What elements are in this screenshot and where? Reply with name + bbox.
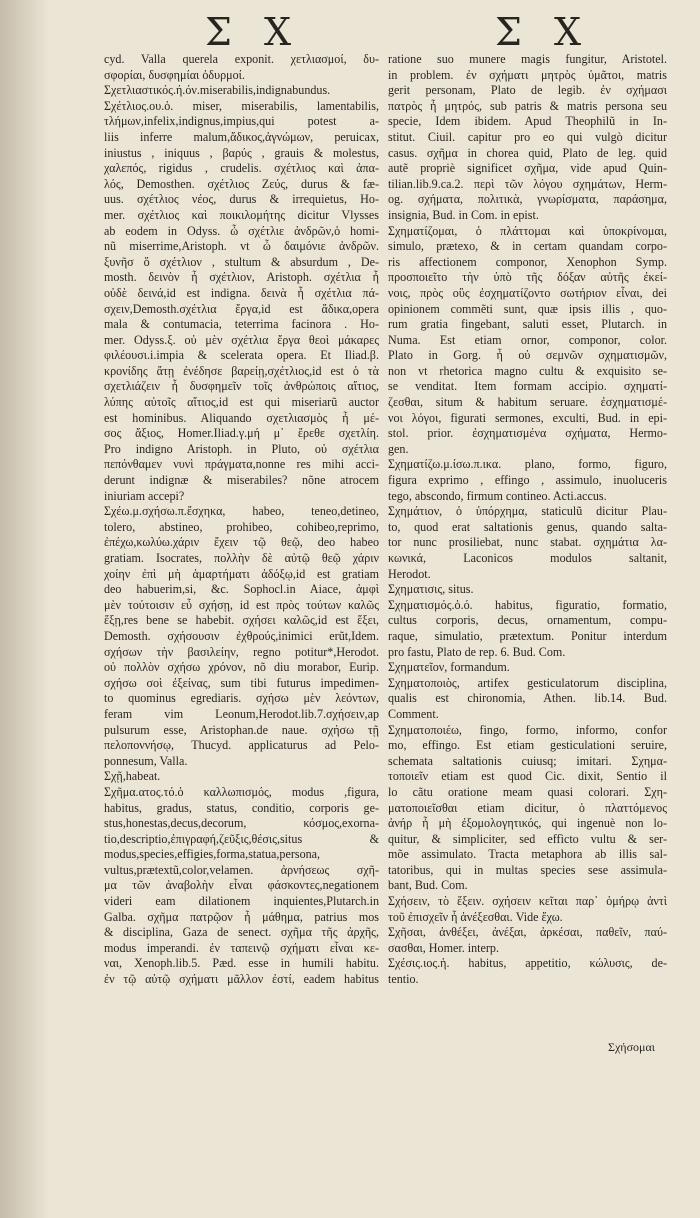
text-line: stol. prior. ἐσχηματισμένα σχήματα, Hermo- xyxy=(388,426,667,441)
text-line: Comment. xyxy=(388,706,439,721)
text-line: non vt rhetorica magno cultu & exquisito se- xyxy=(388,363,667,378)
text-line: ζεσθαι, situm & habitum seruare. ἐσχηματισμέ- xyxy=(388,395,667,410)
text-line: ἕξῃ,res bene se habebit. σχήσει καλῶς,id est ἕξει, xyxy=(104,613,379,628)
text-line: pro fastu, Plato de rep. 6. Bud. Com. xyxy=(388,644,566,659)
text-line: νοι λόγοι, figurati sermones, exculti, Bud. in epi- xyxy=(388,410,667,425)
text-line: Σχηματοποιὸς, artifex gesticulatorum disciplina, xyxy=(388,675,667,690)
text-line: οὐδὲ δεινά,id est indigna. δεινὰ ἦ σχέτλια πά- xyxy=(104,285,379,300)
text-line: stus,honestas,decus,decorum, κόσμος,exorna- xyxy=(104,816,379,831)
text-line: liis inferre malum,ἄδικος,ἀγνώμων, peruicax, xyxy=(104,129,379,144)
text-line: lo cãtu oratione meam quasi colorari. Σχη- xyxy=(388,784,667,799)
text-line: χαλεπός, rigidus , crudelis. σχέτλιος καὶ ἀπα- xyxy=(104,161,379,176)
text-line: ponnesum, Valla. xyxy=(104,753,188,768)
text-line: casus. σχῆμα in chorea quid, Plato de leg. quid xyxy=(388,145,667,160)
text-line: modus,species,effigies,forma,statua,persona, xyxy=(104,847,321,862)
text-line: πελοποννήσῳ, Thucyd. applicaturus ad Pelo- xyxy=(104,738,379,753)
running-head-left: Σ X xyxy=(205,10,301,54)
text-line: to, quod erat saltationis genus, quando salta- xyxy=(388,519,667,534)
text-line: Σχῇ,habeat. xyxy=(104,769,161,784)
text-line: iniustus , iniquus , βαρύς , grauis & molestus, xyxy=(104,145,379,160)
text-line: σχήσων τὴν βασιλείην, regno potitur*,Herodot. xyxy=(104,644,379,659)
text-line: tilian.lib.9.ca.2. περὶ τῶν λόγου σχημάτων, Herm- xyxy=(388,176,667,191)
text-line: οὐ πολλὸν σχήσω χρόνον, nõ diu morabor, Eurip. xyxy=(104,660,379,675)
text-line: πατρὸς ἦ μητρός, sub patris & matris persona seu xyxy=(388,98,667,113)
text-line: est hominibus. Aliquando σχετλιασμὸς ἦ μέ- xyxy=(104,410,379,425)
text-line: Σχηματισις, situs. xyxy=(388,582,474,597)
text-line: πεπόνθαμεν νυνὶ πράγματα,nonne res mihi acci- xyxy=(104,457,379,472)
text-line: schemata saltationis cuiusq; imitari. Σχημα- xyxy=(388,753,667,768)
text-line: ἐπέχω,κωλύω.χάριν ἔχειν τῷ θεῷ, deo habeo xyxy=(104,535,379,550)
text-line: se venditat. Item formam accipio. σχηματί- xyxy=(388,379,667,394)
text-line: to quominus egrediaris. σχήσω μὲν λεόντων, xyxy=(104,691,379,706)
text-line: quitur, & simpliciter, sed effìcto vultu & ser- xyxy=(388,831,667,846)
text-line: Σχηματισμός.ὁ.ό. habitus, figuratio, formatio, xyxy=(388,597,667,612)
text-line: ξυνῆσ ὅ σχέτλιον , stultum & absurdum , De- xyxy=(104,254,379,269)
text-line: ἐν τῷ αὐτῷ σχήματι μᾶλλον ἐστί, eadem habitus xyxy=(104,972,379,987)
text-line: φιλέουσι.i.impia & scelerata opera. Et Iliad.β. xyxy=(104,348,379,363)
text-line: feram vim Leonum,Herodot.lib.7.σχήσειν,ap xyxy=(104,706,379,721)
catchword: Σχήσομαι xyxy=(608,1040,656,1054)
text-line: tego, abscondo, firmum contineo. Acti.accus. xyxy=(388,488,607,503)
text-line: pulsurum esse, Aristophan.de naue. σχήσω τῇ xyxy=(104,722,379,737)
text-line: λύπης αὐτοῖς αἴτιος,id est qui miseriarũ auctor xyxy=(104,395,379,410)
right-column xyxy=(388,52,667,988)
text-line: cyd. Valla querela exponit. χετλιασμοί, δυ- xyxy=(104,52,379,66)
text-line: tatoribus, qui in multas species sese assimula- xyxy=(388,862,667,877)
text-line: gratiam. Isocrates, πολλὴν δὲ αὐτῷ θεῷ χάριν xyxy=(104,551,379,565)
text-line: τλήμων,infelix,indignus,impius,qui potest a- xyxy=(104,114,379,129)
text-line: bant, Bud. Com. xyxy=(388,878,468,893)
text-line: Σχημάτιον, ὁ ὑπόρχημα, staticulũ dicitur Plau- xyxy=(388,504,667,519)
text-line: gerit personam, Plato de legib. ἐν σχήμασι xyxy=(388,83,667,98)
text-line: stitut. Ciuil. capitur pro eo qui vulgò dicitur xyxy=(388,129,667,144)
text-line: mosth. δεινὸν ἦ σχέτλιον, Aristoph. σχέτλια ἦ xyxy=(104,270,379,285)
text-line: σος ἄξιος, Homer.Iliad.γ.μή μ᾽ ἔρεθε σχετλίη. xyxy=(104,426,379,441)
text-line: Σχῆμα.ατος.τό.ὁ καλλωπισμός, modus ,figura, xyxy=(104,784,379,799)
text-line: iniuriam accepi? xyxy=(104,488,185,503)
text-line: Σχηματοποιέω, fingo, formo, informo, confor xyxy=(388,722,667,737)
text-line: Σχέτλιος.ου.ὁ. miser, miserabilis, lamentabilis, xyxy=(104,98,379,113)
text-line: σφορίαι, δυσφημίαι ὀδυρμοί. xyxy=(104,67,245,82)
text-line: figura exprimo , effingo , assimulo, inuoluceris xyxy=(388,473,667,488)
text-line: σασθαι, Homer. interp. xyxy=(388,940,499,955)
text-line: modus imperandi. ἐν ταπεινῷ σχήματι εἶναι κε- xyxy=(104,940,379,955)
text-line: Σχηματίζομαι, ὁ πλάττομαι καὶ ὑποκρίνομαι, xyxy=(388,223,667,238)
text-line: προσποιεῖτο τὴν ὑπὸ τῆς δόξαν αὐτῆς ἐκεί- xyxy=(388,270,667,285)
text-line: Herodot. xyxy=(388,566,431,581)
text-line: mer. Odyss.ξ. οὐ μὲν σχέτλια ἔργα θεοὶ μάκαρες xyxy=(104,332,379,347)
text-line: rum gratia fingebant, saluti esset, Plutarch. in xyxy=(388,317,667,332)
text-line: tentio. xyxy=(388,972,419,987)
text-line: cultus corporis, decus, ornamentum, compu- xyxy=(388,613,667,628)
text-line: tor nunc prosiliebat, nunc stabat. σχημάτια λα- xyxy=(388,535,667,550)
text-line: nũ miserrime,Aristoph. vt ὦ δαιμόνιε ἀνδρῶν. xyxy=(104,239,379,254)
text-line: opinionem commẽti sunt, quæ ipsis illis , quo- xyxy=(388,301,667,316)
text-line: specie, Idem ibidem. Apud Theophilũ in In- xyxy=(388,114,667,129)
text-line: insignia, Bud. in Com. in epist. xyxy=(388,207,539,222)
text-line: Demosth. σχήσουσιν ἐχθρούς,inimici erũt,Idem. xyxy=(104,628,379,643)
text-line: Σχηματεῖον, formandum. xyxy=(388,660,510,675)
text-line: ris affectionem componor, Xenophon Symp. xyxy=(388,254,667,269)
text-line: Numa. Est etiam ornor, componor, color. xyxy=(388,332,667,347)
text-line: τοῦ ἐπισχεῖν ἦ ἀνέξεσθαι. Vide ἔχω. xyxy=(388,909,563,924)
text-line: derunt indignæ & miserabiles? nõne atrocem xyxy=(104,473,379,488)
text-line: mer. σχέτλιος καὶ ποικιλομήτης dicitur Vlysses xyxy=(104,207,379,222)
text-line: ματοποιεῖσθαι etiam dicitur, ὁ πλαττόμενος xyxy=(388,800,667,815)
text-line: σχετλιάζειν ἦ δυσφημεῖν τοῖς ἀνθρώποις αἴτιος, xyxy=(104,379,379,394)
text-line: Plato in Gorg. ἦ οὐ σεμνῶν σχηματισμῶν, xyxy=(388,348,667,363)
text-line: Σχήσειν, τὸ ἕξειν. σχήσειν κεῖται παρ᾽ ὁμήρῳ ἀντὶ xyxy=(388,894,667,909)
text-line: χοίην ἐπὶ μὴ ἁμαρτήματι ἀδόξῳ,id est gratiam xyxy=(104,566,379,581)
text-line: vultus,prætextũ,color,velamen. ἀρνήσεως σχῆ- xyxy=(104,862,379,877)
text-line: ἀνήρ ἦ μὴ ἐξομολογητικός, qui ingenuè non lo- xyxy=(388,816,667,831)
running-head-right: Σ X xyxy=(495,10,591,54)
text-line: ratione suo munere magis fungitur, Aristotel. xyxy=(388,52,667,66)
text-line: μὲν τούτοισιν εὖ σχήσῃ, id est πρὸς τούτων καλῶς xyxy=(104,597,379,612)
text-line: videri eam dilationem inquientes,Plutarch.in xyxy=(104,894,379,909)
left-column xyxy=(104,52,379,988)
text-line: raque, simulatio, prætextum. Ponitur interdum xyxy=(388,628,667,643)
text-line: autẽ propriè significet σχῆμα, vide apud Quin- xyxy=(388,161,667,176)
text-line: ab eodem in Odyss. ὦ σχέτλιε ἀνδρῶν,ὁ homi- xyxy=(104,223,379,238)
text-line: Σχετλιαστικός.ή.όν.miserabilis,indignabundus. xyxy=(104,83,331,98)
text-line: λός, Demosthen. σχέτλιος Ζεύς, durus & fæ- xyxy=(104,176,379,191)
text-line: Galba. σχῆμα πατρῷον ἦ μάθημα, patrius mos xyxy=(104,909,379,924)
text-line: Σχέω.μ.σχήσω.π.ἔσχηκα, habeo, teneo,detineo, xyxy=(104,504,379,519)
text-line: mo, effingo. Est etiam gesticulationi seruire, xyxy=(388,738,667,753)
text-line: & disciplina, Gaza de senect. σχῆμα τῆς ἀρχῆς, xyxy=(104,925,379,940)
text-line: tio,descriptio,ἐπιγραφή,ζεῦξις,θέσις,situs & xyxy=(104,831,379,846)
text-line: σχειν,Demosth.σχέτλια ἔργα,id est ἄδικα,opera xyxy=(104,301,379,316)
text-line: og. σχήματα, πολιτικὰ, γνωρίσματα, παράσημα, xyxy=(388,192,667,207)
text-line: τοποιεῖν etiam est quod Cic. dixit, Sentio il xyxy=(388,769,667,784)
text-line: κρονίδης ἄτῃ ἐνέδησε βαρείῃ,σχέτλιος,id est ὁ τὰ xyxy=(104,363,379,378)
text-line: Pro indigno Aristoph. in Pluto, οὐ σχέτλια xyxy=(104,441,379,456)
text-line: ναι, Xenoph.lib.5. Pæd. esse in humili habitu. xyxy=(104,956,379,971)
text-line: uus. σχέτλιος νέος, durus & irrequietus, Ho- xyxy=(104,192,379,207)
text-line: qualis est chironomia, Athen. lib.14. Bud. xyxy=(388,691,667,706)
text-line: habitus, gradus, status, conditio, corporis ge- xyxy=(104,800,379,815)
text-line: μα τῶν ἀναβολὴν εἶναι φάσκοντες,negationem xyxy=(104,878,379,893)
text-line: in problem. ἐν σχήματι μητρὸς ὑμᾶτοι, matris xyxy=(388,67,667,82)
text-line: σχήσω σοὶ ἐξείνας, sum tibi futurus impedimen- xyxy=(104,675,379,690)
text-line: simulo, prætexo, & in certam quandam corpo- xyxy=(388,239,667,254)
text-line: gen. xyxy=(388,441,409,456)
text-line: Σχῆσαι, ἀνθέξει, ἀνέξαι, ἀρκέσαι, παθεῖν, παύ- xyxy=(388,925,667,940)
text-line: κωνικά, Laconicos modulos saltanit, xyxy=(388,551,667,565)
text-line: mõe assimulato. Tracta metaphora ab illis sal- xyxy=(388,847,667,862)
text-line: mala & contumacia, teterrima facinora . Ho- xyxy=(104,317,379,332)
text-line: Σχηματίζω.μ.ίσω.π.ικα. plano, formo, figuro, xyxy=(388,457,667,472)
text-line: Σχέσις.ιος.ἡ. habitus, appetitio, κώλυσις, de- xyxy=(388,956,667,971)
text-line: tolero, abstineo, prohibeo, cohibeo,reprimo, xyxy=(104,519,379,534)
text-line: deo habuerim,si, &c. Sophocl.in Aiace, ἀμφὶ xyxy=(104,582,379,597)
text-line: νοις, πρὸς οὓς ἐσχηματίζοντο σωτήριον εἶναι, dei xyxy=(388,285,667,300)
